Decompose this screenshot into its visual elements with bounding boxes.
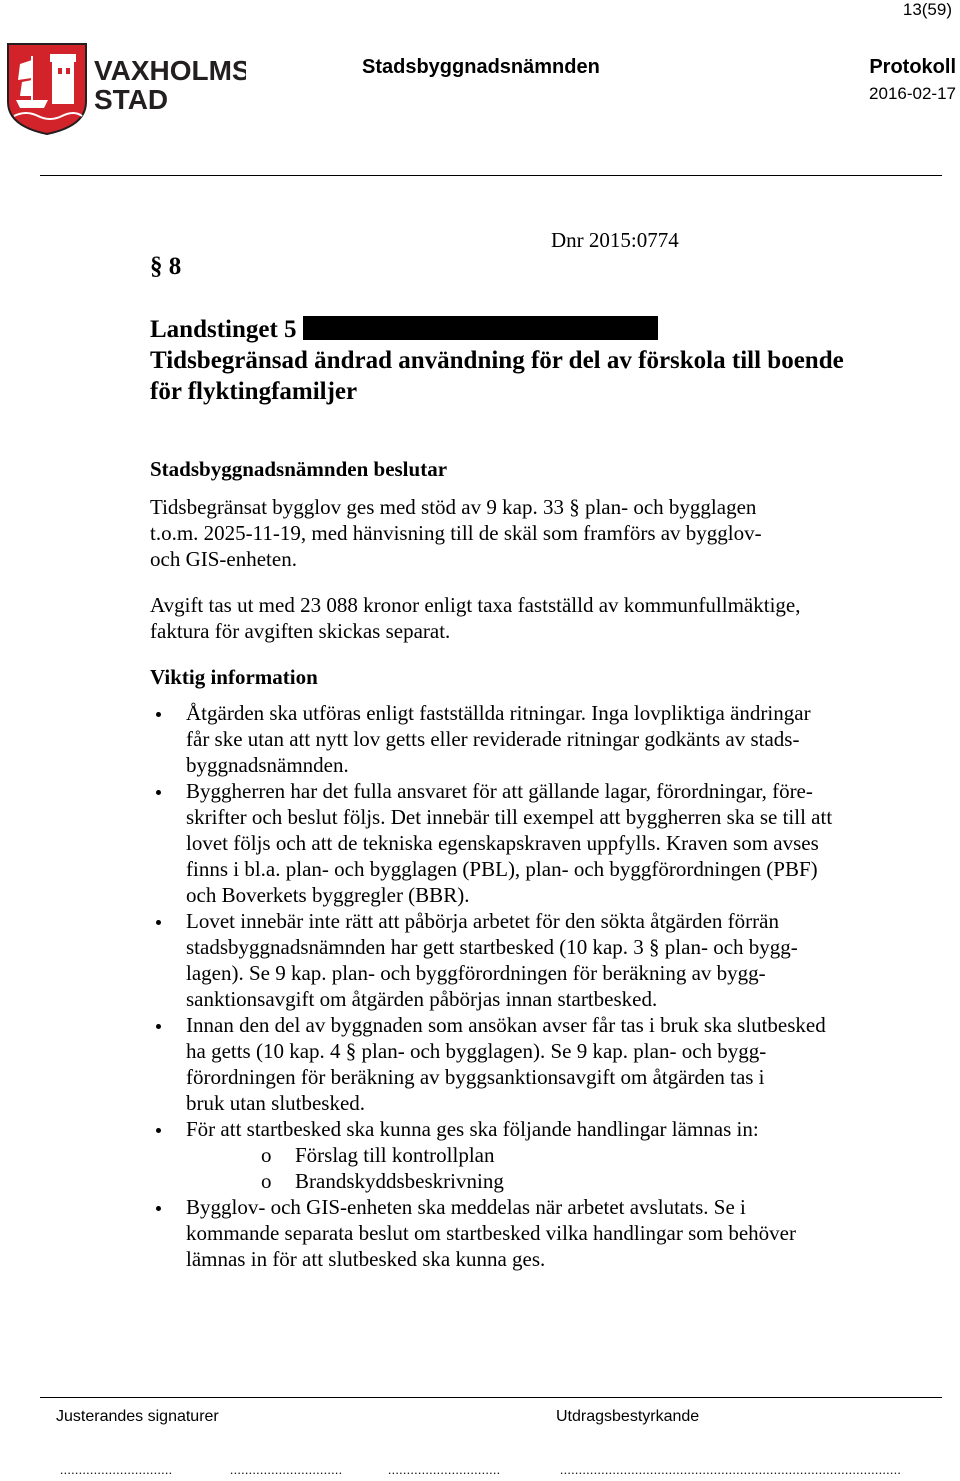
logo-text-line1: VAXHOLMS bbox=[94, 55, 246, 86]
item-title bbox=[150, 314, 910, 407]
info-item: Bygglov- och GIS-enheten ska meddelas när arbetet avslutats. Se i kommande separata beslut om startbesked vilka handlingar som behöver lämnas in för att slutbesked ska kunna ges. bbox=[150, 1194, 890, 1272]
extract-label: Utdragsbestyrkande bbox=[556, 1408, 700, 1425]
fee-paragraph: Avgift tas ut med 23 088 kronor enligt taxa fastställd av kommunfullmäktige, faktura för avgiften skickas separat. bbox=[150, 593, 801, 643]
title-line-1: Landstinget 5 bbox=[150, 314, 910, 345]
logo-text-line2: STAD bbox=[94, 84, 169, 115]
info-item: Byggherren har det fulla ansvaret för att gällande lagar, förordningar, före- skrifter och beslut följs. Det innebär till exempel att byggherren ska se till att lovet följs och att de tekniska egenskapskraven uppfylls. Kraven som avses finns i bl.a. plan- och bygglagen (PBL), plan- och byggförordningen (PBF) och Boverkets byggregler (BBR). bbox=[150, 778, 890, 908]
page-number: 13(59) bbox=[902, 0, 952, 19]
title-line-2: Tidsbegränsad ändrad användning för del av förskola till boende bbox=[150, 347, 844, 374]
bullet-icon bbox=[156, 790, 161, 795]
signatures-label: Justerandes signaturer bbox=[56, 1408, 219, 1425]
title-line-3: för flyktingfamiljer bbox=[150, 378, 358, 405]
extract-line: ........................................................................................... bbox=[560, 1462, 902, 1477]
footer-divider bbox=[40, 1397, 942, 1398]
bullet-icon bbox=[156, 1024, 161, 1029]
circle-bullet-icon: o bbox=[261, 1143, 272, 1167]
bullet-icon bbox=[156, 920, 161, 925]
info-item: Åtgärden ska utföras enligt fastställda ritningar. Inga lovpliktiga ändringar får ske utan att nytt lov getts eller reviderade ritningar godkänts av stads- byggnadsnämnden. bbox=[150, 700, 890, 778]
bullet-icon bbox=[156, 712, 161, 717]
vaxholm-crest-icon bbox=[6, 38, 246, 138]
signature-line: .............................. bbox=[388, 1462, 501, 1477]
document-type: Protokoll bbox=[869, 56, 956, 78]
document-date: 2016-02-17 bbox=[869, 84, 956, 103]
bullet-icon bbox=[156, 1128, 161, 1133]
sub-item: o Brandskyddsbeskrivning bbox=[261, 1169, 504, 1193]
section-number: § 8 bbox=[150, 253, 182, 280]
diary-number: Dnr 2015:0774 bbox=[551, 228, 679, 252]
info-item: Innan den del av byggnaden som ansökan avser får tas i bruk ska slutbesked ha getts (10 kap. 4 § plan- och bygglagen). Se 9 kap. plan- och bygg- förordningen för beräkning av byggsanktionsavgift om åtgärden tas i bruk utan slutbesked. bbox=[150, 1012, 890, 1116]
info-heading: Viktig information bbox=[150, 665, 318, 689]
signature-line: .............................. bbox=[60, 1462, 173, 1477]
required-documents-list bbox=[186, 1142, 890, 1194]
info-item: För att startbesked ska kunna ges ska följande handlingar lämnas in: o Förslag till kontrollplan o Brandskyddsbeskrivning bbox=[150, 1116, 890, 1194]
bullet-icon bbox=[156, 1206, 161, 1211]
circle-bullet-icon: o bbox=[261, 1169, 272, 1193]
signature-line: .............................. bbox=[230, 1462, 343, 1477]
decision-heading: Stadsbyggnadsnämnden beslutar bbox=[150, 457, 448, 481]
municipality-logo bbox=[6, 38, 246, 138]
info-item: Lovet innebär inte rätt att påbörja arbetet för den sökta åtgärden förrän stadsbyggnadsnämnden har gett startbesked (10 kap. 3 § plan- och bygg- lagen). Se 9 kap. plan- och byggförordningen för beräkning av bygg- sanktionsavgift om åtgärden påbörjas innan startbesked. bbox=[150, 908, 890, 1012]
redaction-bar bbox=[303, 316, 658, 340]
decision-paragraph: Tidsbegränsat bygglov ges med stöd av 9 kap. 33 § plan- och bygglagen t.o.m. 2025-11-19, med hänvisning till de skäl som framförs av bygglov- och GIS-enheten. bbox=[150, 495, 762, 571]
sub-item: o Förslag till kontrollplan bbox=[261, 1143, 495, 1167]
info-list bbox=[150, 700, 890, 1272]
header-divider bbox=[40, 175, 942, 176]
committee-name: Stadsbyggnadsnämnden bbox=[362, 56, 600, 78]
